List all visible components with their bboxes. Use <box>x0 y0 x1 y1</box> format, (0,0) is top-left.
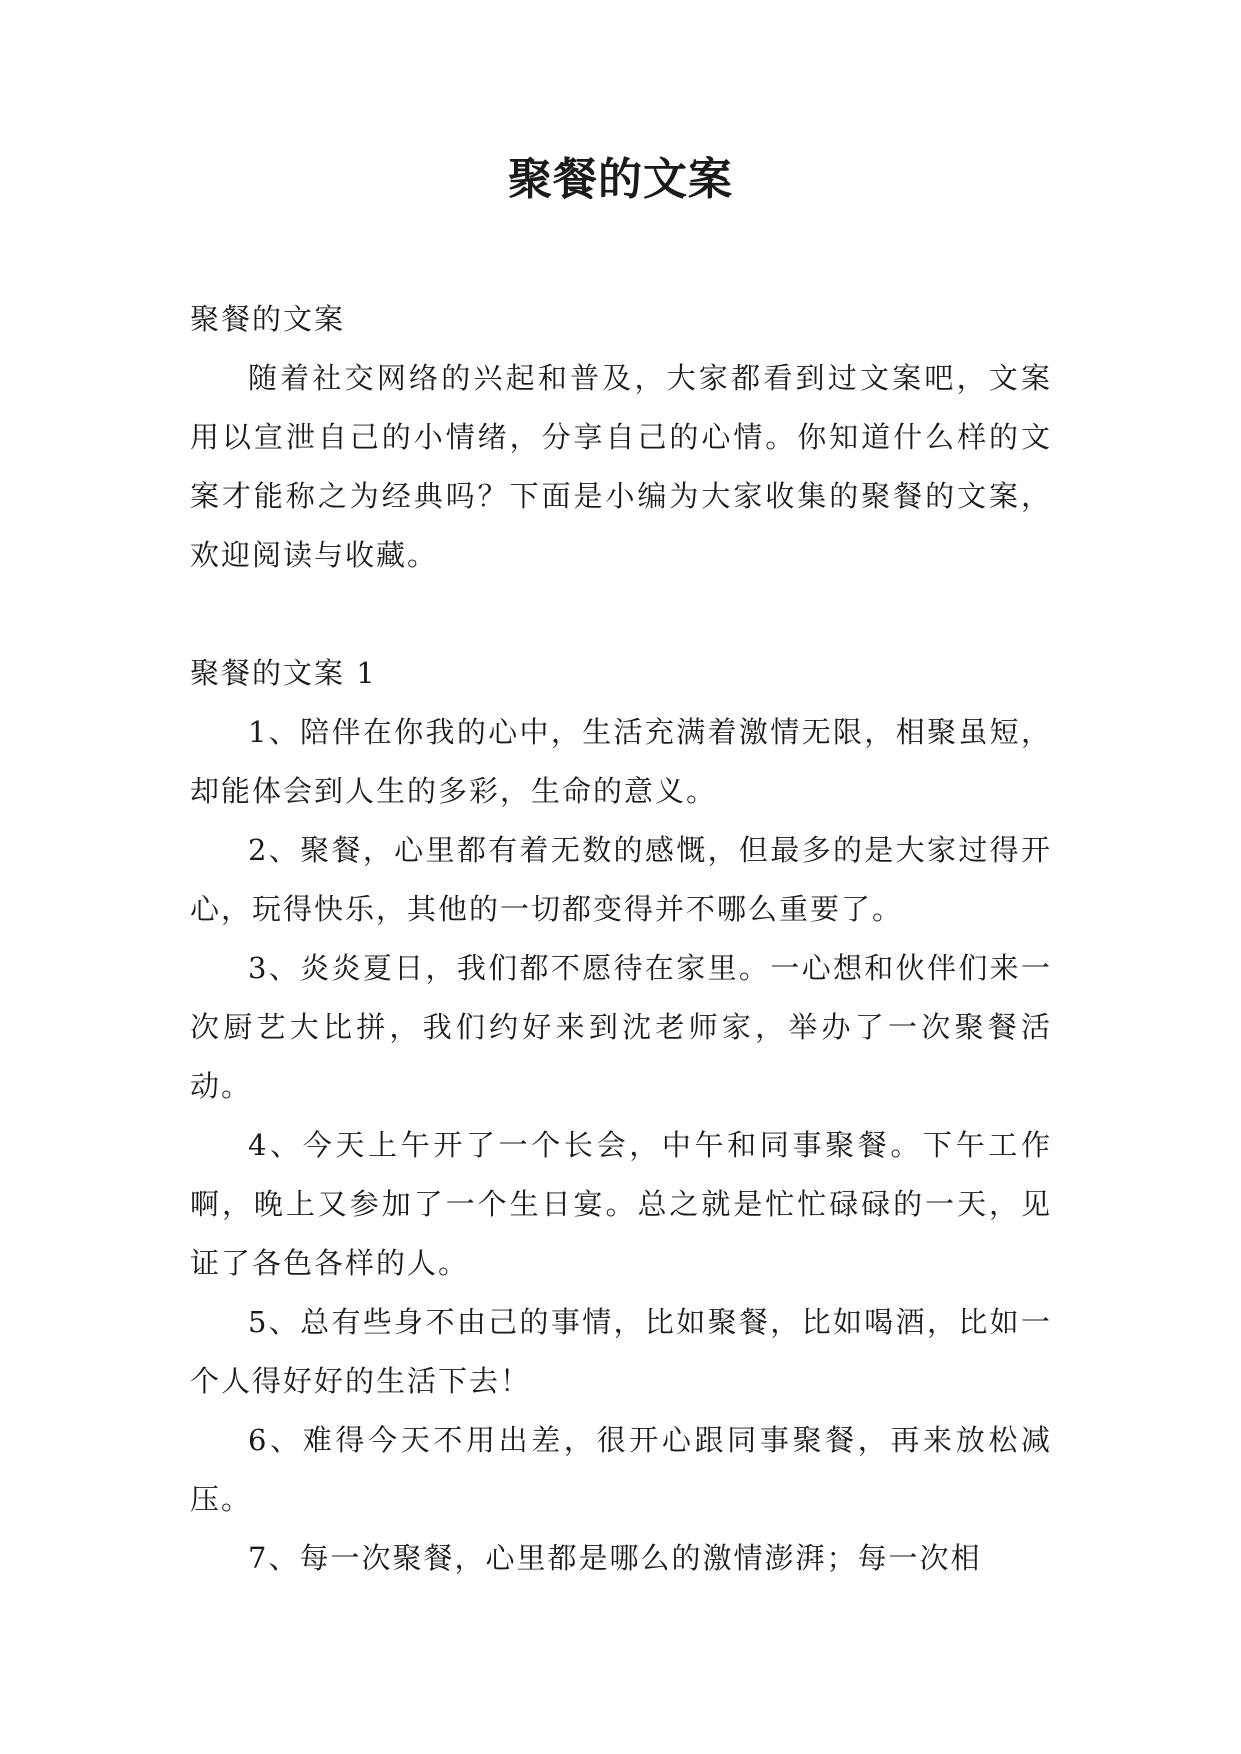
intro-paragraph: 随着社交网络的兴起和普及，大家都看到过文案吧，文案用以宣泄自己的小情绪，分享自己的心情。你知道什么样的文案才能称之为经典吗？下面是小编为大家收集的聚餐的文案，欢迎阅读与收藏。 <box>190 361 1052 572</box>
list-item: 2、聚餐，心里都有着无数的感慨，但最多的是大家过得开心，玩得快乐，其他的一切都变得并不哪么重要了。 <box>190 833 1052 926</box>
list-item: 4、今天上午开了一个长会，中午和同事聚餐。下午工作啊，晚上又参加了一个生日宴。总之就是忙忙碌碌的一天，见证了各色各样的人。 <box>190 1128 1052 1280</box>
document-title: 聚餐的文案 <box>508 154 733 205</box>
section-heading: 聚餐的文案 1 <box>190 656 377 690</box>
list-item: 6、难得今天不用出差，很开心跟同事聚餐，再来放松减压。 <box>190 1423 1052 1516</box>
document-body <box>190 290 1052 1588</box>
section-gap <box>190 585 1052 644</box>
intro-heading: 聚餐的文案 <box>190 302 346 336</box>
list-item: 7、每一次聚餐，心里都是哪么的激情澎湃；每一次相 <box>248 1541 982 1575</box>
list-item: 3、炎炎夏日，我们都不愿待在家里。一心想和伙伴们来一次厨艺大比拼，我们约好来到沈老师家，举办了一次聚餐活动。 <box>190 951 1052 1103</box>
list-item: 5、总有些身不由己的事情，比如聚餐，比如喝酒，比如一个人得好好的生活下去！ <box>190 1305 1052 1398</box>
list-item: 1、陪伴在你我的心中，生活充满着激情无限，相聚虽短，却能体会到人生的多彩，生命的意义。 <box>190 715 1052 808</box>
